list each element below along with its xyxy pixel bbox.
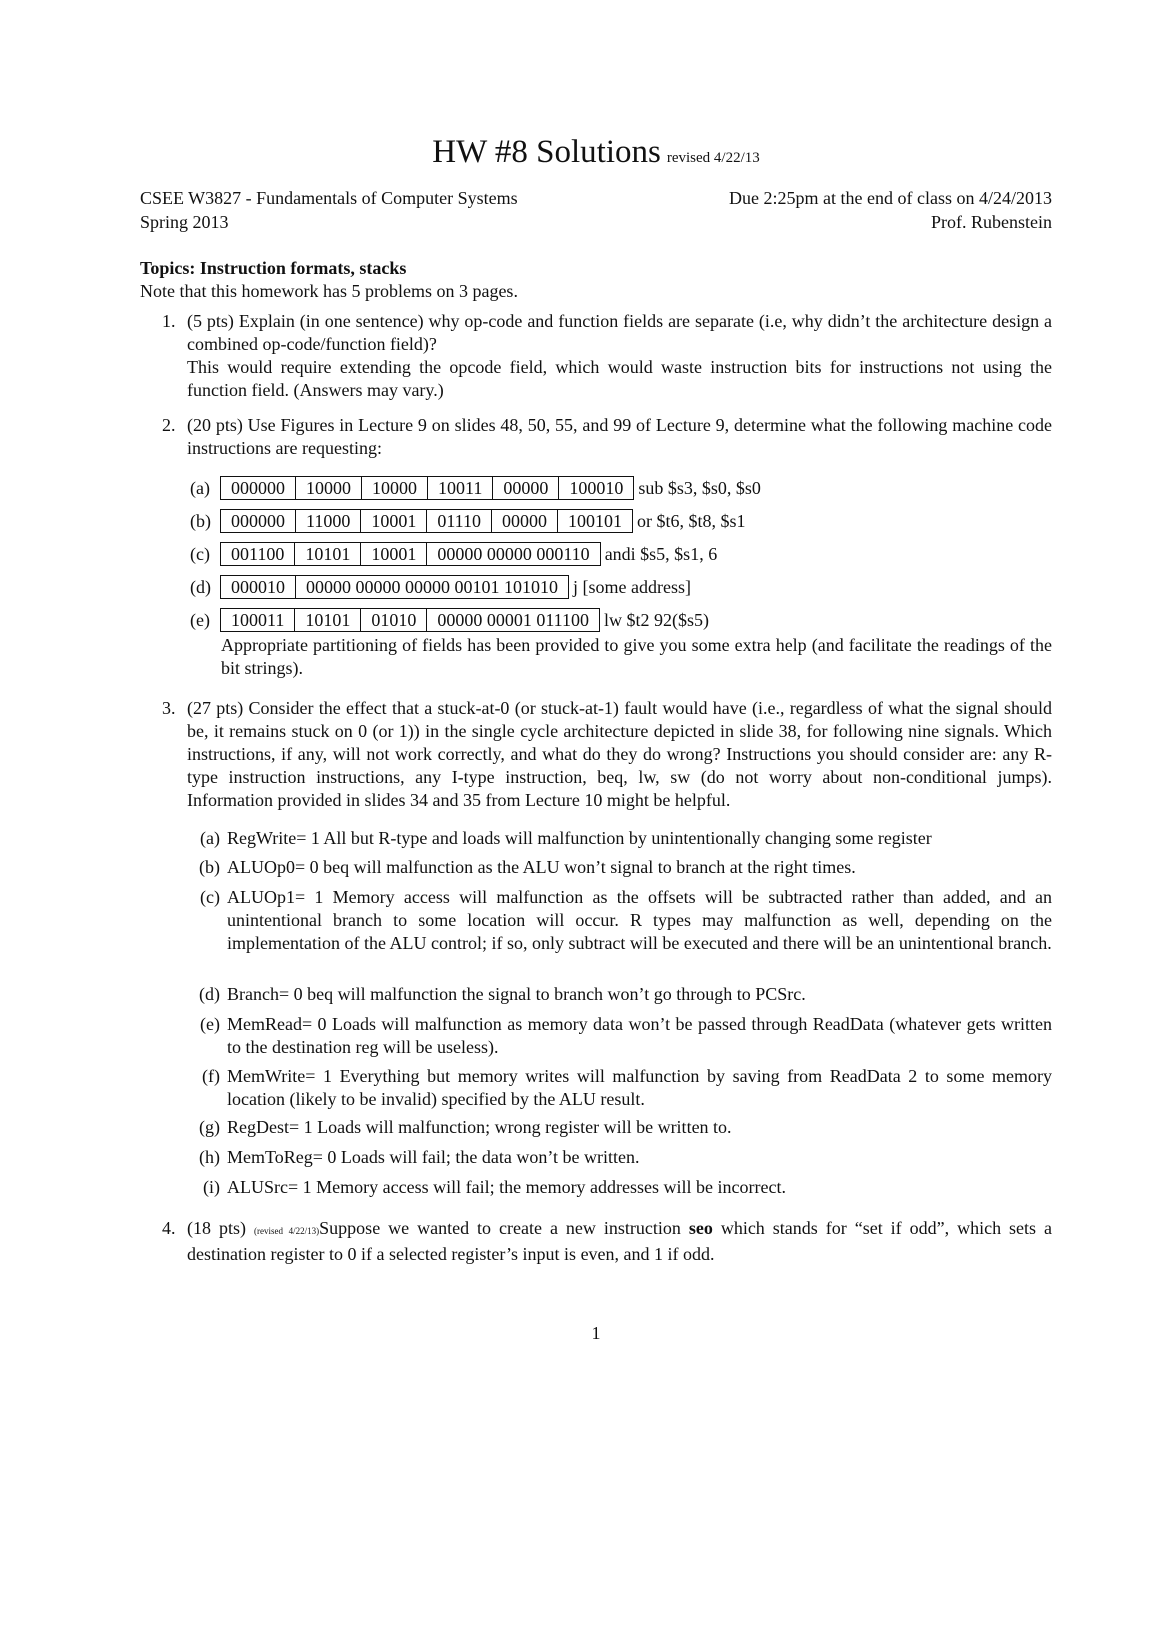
instruction-keyword: seo bbox=[688, 1218, 713, 1238]
problems-note: Note that this homework has 5 problems on 3 pages. bbox=[140, 281, 518, 301]
fault-item: (h) MemToReg= 0 Loads will fail; the data won’t be written. bbox=[199, 1147, 640, 1167]
due-info bbox=[729, 186, 1052, 234]
fault-item: (g) RegDest= 1 Loads will malfunction; wrong register will be written to. bbox=[199, 1117, 732, 1137]
fault-item: (d) Branch= 0 beq will malfunction the signal to branch won’t go through to PCSrc. bbox=[199, 984, 806, 1004]
bit-field-box: 000010 00000 00000 00000 00101 101010 bbox=[220, 575, 569, 599]
problem-question: (20 pts) Use Figures in Lecture 9 on slides 48, 50, 55, and 99 of Lecture 9, determine what the following machine code instructions are requesting: bbox=[187, 415, 1052, 458]
fault-item: (b) ALUOp0= 0 beq will malfunction as the ALU won’t signal to branch at the right times. bbox=[199, 857, 856, 877]
bit-field-box: 000000 10000 10000 10011 00000 100010 bbox=[220, 476, 634, 500]
instruction-answer: or $t6, $t8, $s1 bbox=[637, 510, 746, 531]
problem-2 bbox=[140, 414, 1052, 460]
instruction-answer: lw $t2 92($s5) bbox=[604, 609, 710, 630]
machine-code-row: (c) 001100 10101 10001 00000 00000 000110 andi $s5, $s1, 6 bbox=[190, 543, 718, 564]
problem-3 bbox=[140, 697, 1052, 812]
problem-number: 1. bbox=[162, 311, 176, 331]
problem-note: Appropriate partitioning of fields has been provided to give you some extra help (and facilitate the readings of the bit strings). bbox=[221, 635, 1052, 678]
problem-question: (27 pts) Consider the effect that a stuck-at-0 (or stuck-at-1) fault would have (i.e., regardless of what the signal should be, it remains stuck on 0 (or 1)) in the single cycle architecture depicted in slide 38, for following nine signals. Which instructions, if any, will not work correctly, and what do they do wrong? Instructions you should consider are: any R-type instruction instructions, any I-type instruction, beq, lw, sw (do not worry about non-conditional jumps). Information provided in slides 34 and 35 from Lecture 10 might be helpful. bbox=[187, 698, 1052, 810]
machine-code-row: (a) 000000 10000 10000 10011 00000 100010 sub $s3, $s0, $s0 bbox=[190, 477, 761, 498]
semester: Spring 2013 bbox=[140, 212, 229, 232]
problem-question: (18 pts) (revised 4/22/13)Suppose we wanted to create a new instruction seo which stands for “set if odd”, which sets a destination register to 0 if a selected register’s input is even, and 1 if odd. bbox=[187, 1218, 1053, 1264]
revised-note: (revised 4/22/13) bbox=[253, 1226, 320, 1236]
fault-item: (f) MemWrite= 1 Everything but memory writes will malfunction by saving from ReadData 2 to some memory location (likely to be invalid) specified by the ALU result. bbox=[202, 1066, 1052, 1109]
problem-number: 4. bbox=[162, 1218, 176, 1238]
problem-number: 3. bbox=[162, 698, 176, 718]
bit-field-box: 001100 10101 10001 00000 00000 000110 bbox=[220, 542, 601, 566]
course-info bbox=[140, 186, 518, 234]
problem-2-footer bbox=[140, 634, 1052, 680]
title-revised: revised 4/22/13 bbox=[666, 150, 760, 166]
due-date: Due 2:25pm at the end of class on 4/24/2013 bbox=[729, 188, 1052, 208]
page-title bbox=[140, 132, 1052, 178]
problem-1 bbox=[140, 310, 1052, 402]
professor: Prof. Rubenstein bbox=[931, 212, 1052, 232]
problem-question: (5 pts) Explain (in one sentence) why op-code and function fields are separate (i.e, why didn’t the architecture design a combined op-code/function field)? bbox=[187, 311, 1052, 354]
problem-4 bbox=[140, 1217, 1052, 1266]
problem-number: 2. bbox=[162, 415, 176, 435]
bit-field-box: 000000 11000 10001 01110 00000 100101 bbox=[220, 509, 633, 533]
course-name: CSEE W3827 - Fundamentals of Computer Systems bbox=[140, 188, 518, 208]
instruction-answer: andi $s5, $s1, 6 bbox=[604, 543, 718, 564]
instruction-answer: j [some address] bbox=[573, 576, 691, 597]
problem-answer: This would require extending the opcode field, which would waste instruction bits for instructions not using the function field. (Answers may vary.) bbox=[187, 357, 1052, 400]
topics-block bbox=[140, 257, 1052, 303]
fault-item: (e) MemRead= 0 Loads will malfunction as memory data won’t be passed through ReadData (whatever gets written to the destination reg will be useless). bbox=[200, 1014, 1052, 1057]
machine-code-row: (b) 000000 11000 10001 01110 00000 100101 or $t6, $t8, $s1 bbox=[190, 510, 746, 531]
topics-label: Topics: Instruction formats, stacks bbox=[140, 258, 407, 278]
page-number: 1 bbox=[591, 1323, 601, 1343]
machine-code-row: (d) 000010 00000 00000 00000 00101 101010 j [some address] bbox=[190, 576, 691, 597]
bit-field-box: 100011 10101 01010 00000 00001 011100 bbox=[220, 608, 600, 632]
instruction-answer: sub $s3, $s0, $s0 bbox=[638, 477, 761, 498]
title-text: HW #8 Solutions bbox=[432, 134, 661, 170]
fault-item: (c) ALUOp1= 1 Memory access will malfunction as the offsets will be subtracted rather than added, and an unintentional branch to some location will occur. R types may malfunction as well, depending on the implementation of the ALU control; if so, only subtract will be executed and there will be an unintentional branch. bbox=[200, 887, 1052, 953]
fault-item: (a) RegWrite= 1 All but R-type and loads will malfunction by unintentionally changing some register bbox=[200, 828, 932, 848]
machine-code-row: (e) 100011 10101 01010 00000 00001 011100 lw $t2 92($s5) bbox=[190, 609, 710, 630]
fault-item: (i) ALUSrc= 1 Memory access will fail; the memory addresses will be incorrect. bbox=[203, 1177, 786, 1197]
